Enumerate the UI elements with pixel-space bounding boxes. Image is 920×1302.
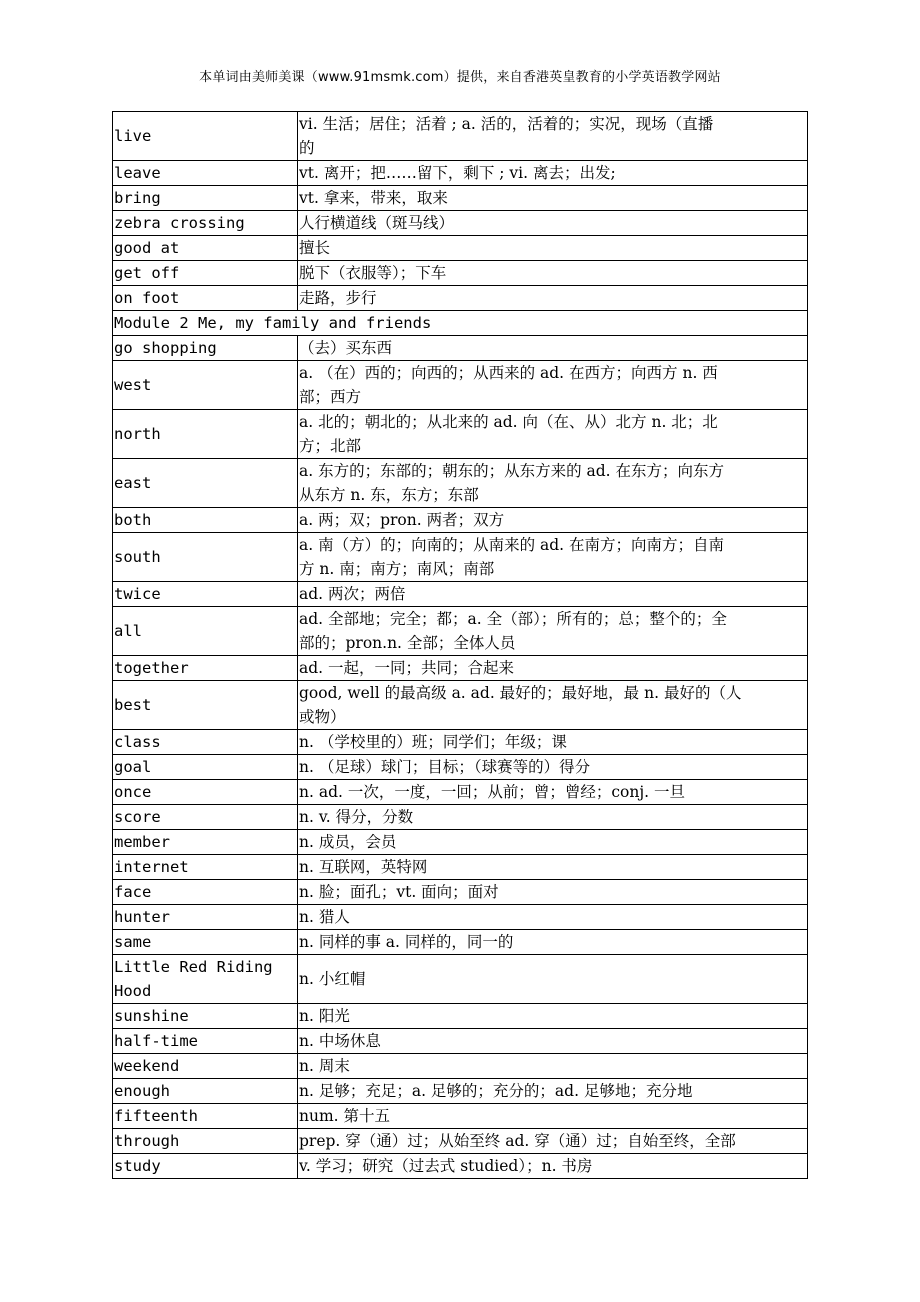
table-row [113, 186, 808, 211]
table-row [113, 211, 808, 236]
definition-line: 擅长 [299, 239, 331, 257]
definition-line: n. 成员，会员 [299, 833, 397, 851]
word-cell: enough [113, 1079, 298, 1104]
definition-line: n. ad. 一次，一度，一回；从前；曾；曾经；conj. 一旦 [299, 783, 686, 801]
definition-line: n. v. 得分，分数 [299, 808, 414, 826]
table-row [113, 286, 808, 311]
definition-cell [298, 261, 808, 286]
definition-line: （去）买东西 [299, 339, 393, 357]
definition-cell [298, 681, 808, 730]
table-row [113, 1029, 808, 1054]
word-cell: go shopping [113, 336, 298, 361]
definition-line: ad. 一起，一同；共同；合起来 [299, 659, 515, 677]
word-cell: fifteenth [113, 1104, 298, 1129]
definition-cell [298, 361, 808, 410]
section-title: Module 2 Me, my family and friends [113, 311, 808, 336]
definition-line: n. 阳光 [299, 1007, 350, 1025]
table-row [113, 730, 808, 755]
definition-line: 方；北部 [299, 437, 362, 455]
word-cell: same [113, 930, 298, 955]
definition-line: vt. 拿来，带来，取来 [299, 189, 448, 207]
definition-line: 方 n. 南；南方；南风；南部 [299, 560, 495, 578]
word-cell: class [113, 730, 298, 755]
word-cell: member [113, 830, 298, 855]
table-row [113, 805, 808, 830]
definition-cell [298, 730, 808, 755]
definition-line: a. 两；双；pron. 两者；双方 [299, 511, 505, 529]
definition-line: prep. 穿（通）过；从始至终 ad. 穿（通）过；自始至终，全部 [299, 1132, 736, 1150]
word-cell: all [113, 607, 298, 656]
table-row [113, 236, 808, 261]
table-row [113, 1004, 808, 1029]
definition-cell [298, 930, 808, 955]
word-cell: west [113, 361, 298, 410]
table-row [113, 361, 808, 410]
word-cell: once [113, 780, 298, 805]
word-cell: hunter [113, 905, 298, 930]
definition-line: num. 第十五 [299, 1107, 391, 1125]
definition-line: a. （在）西的；向西的；从西来的 ad. 在西方；向西方 n. 西 [299, 364, 718, 382]
table-row [113, 755, 808, 780]
definition-cell [298, 582, 808, 607]
definition-cell [298, 236, 808, 261]
definition-line: a. 南（方）的；向南的；从南来的 ad. 在南方；向南方；自南 [299, 536, 725, 554]
definition-cell [298, 112, 808, 161]
definition-line: n. （足球）球门；目标；（球赛等的）得分 [299, 758, 591, 776]
vocabulary-table-body [113, 112, 808, 1179]
definition-cell [298, 607, 808, 656]
definition-cell [298, 410, 808, 459]
definition-line: 从东方 n. 东，东方；东部 [299, 486, 479, 504]
definition-cell [298, 1104, 808, 1129]
definition-cell [298, 955, 808, 1004]
table-row [113, 336, 808, 361]
definition-line: 人行横道线（斑马线） [299, 214, 455, 232]
word-cell: live [113, 112, 298, 161]
section-row [113, 311, 808, 336]
table-row [113, 780, 808, 805]
word-cell: goal [113, 755, 298, 780]
definition-line: n. （学校里的）班；同学们；年级；课 [299, 733, 567, 751]
table-row [113, 1054, 808, 1079]
table-row [113, 410, 808, 459]
table-row [113, 1129, 808, 1154]
definition-cell [298, 855, 808, 880]
word-cell: through [113, 1129, 298, 1154]
word-cell: study [113, 1154, 298, 1179]
definition-line: a. 北的；朝北的；从北来的 ad. 向（在、从）北方 n. 北；北 [299, 413, 718, 431]
definition-cell [298, 186, 808, 211]
definition-line: 走路，步行 [299, 289, 377, 307]
word-line: Hood [114, 982, 152, 1000]
definition-line: v. 学习；研究（过去式 studied）；n. 书房 [299, 1157, 593, 1175]
word-cell [113, 955, 298, 1004]
definition-cell [298, 656, 808, 681]
definition-cell [298, 1154, 808, 1179]
word-cell: get off [113, 261, 298, 286]
definition-line: 部的；pron.n. 全部；全体人员 [299, 634, 516, 652]
word-cell: both [113, 508, 298, 533]
table-row [113, 905, 808, 930]
definition-cell [298, 508, 808, 533]
table-row [113, 161, 808, 186]
word-cell: half-time [113, 1029, 298, 1054]
table-row [113, 1079, 808, 1104]
table-row [113, 1104, 808, 1129]
table-row [113, 955, 808, 1004]
word-cell: leave [113, 161, 298, 186]
definition-line: n. 中场休息 [299, 1032, 381, 1050]
definition-line: 部；西方 [299, 388, 362, 406]
table-row [113, 508, 808, 533]
word-line: Little Red Riding [114, 958, 273, 976]
word-cell: south [113, 533, 298, 582]
table-row [113, 830, 808, 855]
definition-line: a. 东方的；东部的；朝东的；从东方来的 ad. 在东方；向东方 [299, 462, 725, 480]
definition-line: n. 猎人 [299, 908, 350, 926]
word-cell: face [113, 880, 298, 905]
definition-line: vt. 离开；把……留下，剩下 ; vi. 离去；出发; [299, 164, 616, 182]
table-row [113, 681, 808, 730]
word-cell: north [113, 410, 298, 459]
definition-line: n. 周末 [299, 1057, 350, 1075]
table-row [113, 459, 808, 508]
table-row [113, 112, 808, 161]
definition-cell [298, 459, 808, 508]
definition-line: n. 同样的事 a. 同样的，同一的 [299, 933, 514, 951]
definition-cell [298, 1129, 808, 1154]
definition-line: vi. 生活；居住；活着 ; a. 活的，活着的；实况，现场（直播 [299, 115, 714, 133]
word-cell: twice [113, 582, 298, 607]
word-cell: zebra crossing [113, 211, 298, 236]
definition-cell [298, 533, 808, 582]
word-cell: internet [113, 855, 298, 880]
definition-cell [298, 286, 808, 311]
table-row [113, 930, 808, 955]
definition-cell [298, 880, 808, 905]
definition-cell [298, 336, 808, 361]
page-header: 本单词由美师美课（www.91msmk.com）提供，来自香港英皇教育的小学英语教学网站 [199, 70, 721, 85]
word-cell: together [113, 656, 298, 681]
definition-cell [298, 1054, 808, 1079]
word-cell: weekend [113, 1054, 298, 1079]
word-cell: good at [113, 236, 298, 261]
table-row [113, 582, 808, 607]
definition-line: ad. 两次；两倍 [299, 585, 406, 603]
definition-line: n. 脸；面孔；vt. 面向；面对 [299, 883, 499, 901]
definition-line: good, well 的最高级 a. ad. 最好的；最好地，最 n. 最好的（人 [299, 684, 742, 702]
table-row [113, 533, 808, 582]
word-cell: east [113, 459, 298, 508]
definition-line: n. 足够；充足；a. 足够的；充分的；ad. 足够地；充分地 [299, 1082, 693, 1100]
definition-cell [298, 161, 808, 186]
definition-line: n. 互联网，英特网 [299, 858, 428, 876]
definition-cell [298, 755, 808, 780]
word-cell: sunshine [113, 1004, 298, 1029]
table-row [113, 607, 808, 656]
definition-line: 的 [299, 139, 315, 157]
definition-cell [298, 211, 808, 236]
word-cell: best [113, 681, 298, 730]
definition-cell [298, 1004, 808, 1029]
table-row [113, 1154, 808, 1179]
definition-line: n. 小红帽 [299, 970, 366, 988]
word-cell: score [113, 805, 298, 830]
word-cell: bring [113, 186, 298, 211]
definition-line: ad. 全部地；完全；都；a. 全（部）；所有的；总；整个的；全 [299, 610, 727, 628]
definition-cell [298, 1029, 808, 1054]
table-row [113, 880, 808, 905]
definition-line: 或物） [299, 708, 346, 726]
definition-cell [298, 805, 808, 830]
table-row [113, 656, 808, 681]
word-cell: on foot [113, 286, 298, 311]
definition-cell [298, 830, 808, 855]
definition-line: 脱下（衣服等）；下车 [299, 264, 447, 282]
vocabulary-table [112, 111, 808, 1179]
definition-cell [298, 780, 808, 805]
table-row [113, 261, 808, 286]
definition-cell [298, 905, 808, 930]
definition-cell [298, 1079, 808, 1104]
table-row [113, 855, 808, 880]
